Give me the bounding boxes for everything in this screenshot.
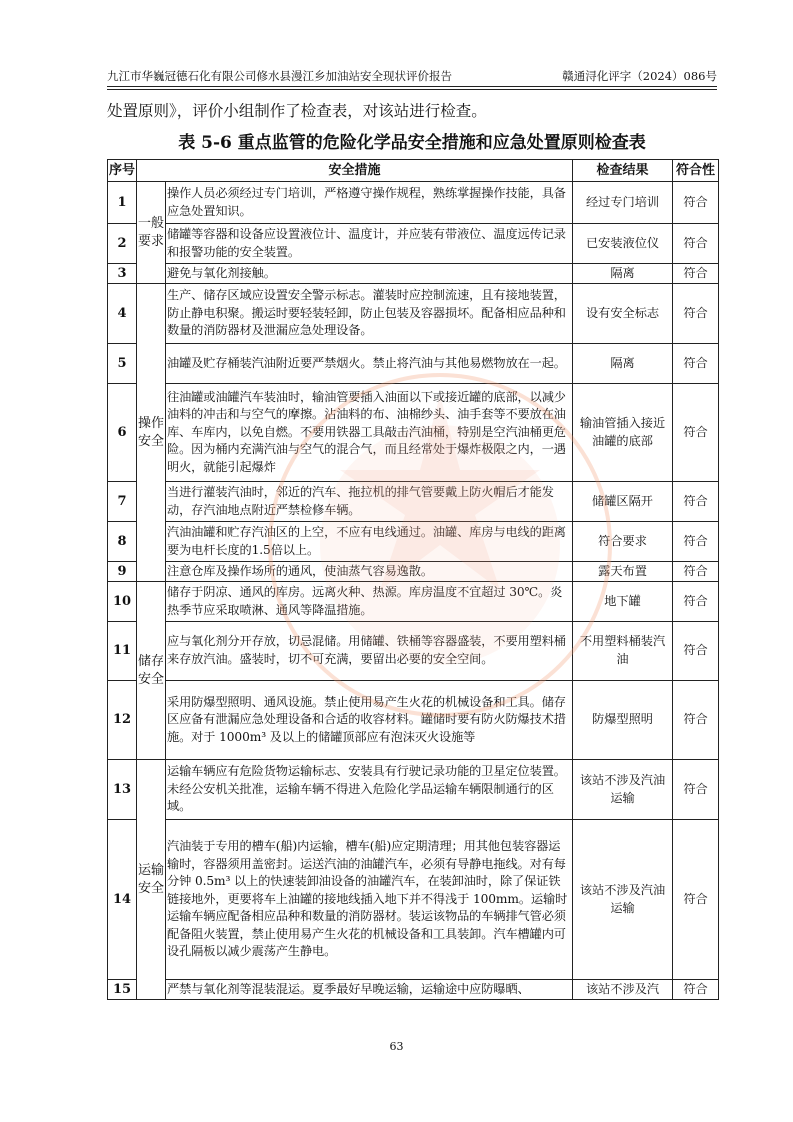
check-result: 该站不涉及汽 <box>573 980 673 1000</box>
measure-text: 运输车辆应有危险货物运输标志、安装具有行驶记录功能的卫星定位装置。未经公安机关批准，运输车辆不得进入危险化学品运输车辆限制通行的区域。 <box>166 760 573 820</box>
check-result: 隔离 <box>573 264 673 284</box>
conformity: 符合 <box>673 482 719 522</box>
table-row <box>108 482 719 522</box>
category-storage: 储存安全 <box>137 582 166 760</box>
header-report-code: 赣通浔化评字（2024）086号 <box>562 69 717 83</box>
row-number: 6 <box>108 384 137 482</box>
check-table <box>107 159 719 1000</box>
header-no: 序号 <box>108 160 137 182</box>
measure-text: 注意仓库及操作场所的通风，使油蒸气容易逸散。 <box>166 562 573 582</box>
table-row <box>108 522 719 562</box>
table-row <box>108 562 719 582</box>
conformity: 符合 <box>673 622 719 681</box>
row-number: 10 <box>108 582 137 622</box>
measure-text: 储存于阴凉、通风的库房。远离火种、热源。库房温度不宜超过 30℃。炎热季节应采取喷淋、通风等降温措施。 <box>166 582 573 622</box>
row-number: 8 <box>108 522 137 562</box>
check-result: 地下罐 <box>573 582 673 622</box>
measure-text: 汽油装于专用的槽车(船)内运输，槽车(船)应定期清理；用其他包装容器运输时，容器须用盖密封。运送汽油的油罐汽车，必须有导静电拖线。对有每分钟 0.5m³ 以上的快速装卸油设备的油罐汽车，在装卸油时，除了保证铁链接地外，更要将车上油罐的接地线插入地下并不得浅于 100mm。运输时运输车辆应配备相应品种和数量的消防器材。装运该物品的车辆排气管必须配备阻火装置，禁止使用易产生火花的机械设备和工具装卸。汽车槽罐内可设孔隔板以减少震荡产生静电。 <box>166 820 573 980</box>
measure-text: 应与氧化剂分开存放，切忌混储。用储罐、铁桶等容器盛装，不要用塑料桶来存放汽油。盛装时，切不可充满，要留出必要的安全空间。 <box>166 622 573 681</box>
check-result: 经过专门培训 <box>573 182 673 224</box>
conformity: 符合 <box>673 681 719 760</box>
table-row <box>108 224 719 264</box>
measure-text: 严禁与氧化剂等混装混运。夏季最好早晚运输，运输途中应防曝晒、 <box>166 980 573 1000</box>
table-row <box>108 384 719 482</box>
row-number: 1 <box>108 182 137 224</box>
conformity: 符合 <box>673 182 719 224</box>
measure-text: 往油罐或油罐汽车装油时，输油管要插入油面以下或接近罐的底部，以减少油料的冲击和与空气的摩擦。沾油料的布、油棉纱头、油手套等不要放在油库、车库内，以免自燃。不要用铁器工具敲击汽油桶，特别是空汽油桶更危险。因为桶内充满汽油与空气的混合气，而且经常处于爆炸极限之内，一遇明火，就能引起爆炸 <box>166 384 573 482</box>
page-header <box>107 66 717 86</box>
measure-text: 油罐及贮存桶装汽油附近要严禁烟火。禁止将汽油与其他易燃物放在一起。 <box>166 344 573 384</box>
table-row <box>108 980 719 1000</box>
check-result: 已安装液位仪 <box>573 224 673 264</box>
row-number: 9 <box>108 562 137 582</box>
measure-text: 生产、储存区域应设置安全警示标志。灌装时应控制流速，且有接地装置，防止静电积聚。搬运时要轻装轻卸，防止包装及容器损坏。配备相应品种和数量的消防器材及泄漏应急处理设备。 <box>166 284 573 344</box>
check-result: 符合要求 <box>573 522 673 562</box>
page-number: 63 <box>389 1040 404 1053</box>
category-transport: 运输安全 <box>137 760 166 1000</box>
check-result: 防爆型照明 <box>573 681 673 760</box>
category-general: 一般要求 <box>137 182 166 284</box>
check-result: 输油管插入接近油罐的底部 <box>573 384 673 482</box>
measure-text: 储罐等容器和设备应设置液位计、温度计，并应装有带液位、温度远传记录和报警功能的安全装置。 <box>166 224 573 264</box>
header-conformity: 符合性 <box>673 160 719 182</box>
check-result: 储罐区隔开 <box>573 482 673 522</box>
row-number: 5 <box>108 344 137 384</box>
measure-text: 采用防爆型照明、通风设施。禁止使用易产生火花的机械设备和工具。储存区应备有泄漏应急处理设备和合适的收容材料。罐储时要有防火防爆技术措施。对于 1000m³ 及以上的储罐顶部应有泡沫灭火设施等 <box>166 681 573 760</box>
table-row <box>108 284 719 344</box>
table-row <box>108 582 719 622</box>
table-row <box>108 182 719 224</box>
conformity: 符合 <box>673 284 719 344</box>
conformity: 符合 <box>673 224 719 264</box>
conformity: 符合 <box>673 522 719 562</box>
check-result: 设有安全标志 <box>573 284 673 344</box>
conformity: 符合 <box>673 760 719 820</box>
check-result: 隔离 <box>573 344 673 384</box>
header-measure: 安全措施 <box>137 160 573 182</box>
row-number: 4 <box>108 284 137 344</box>
conformity: 符合 <box>673 562 719 582</box>
table-row <box>108 622 719 681</box>
row-number: 12 <box>108 681 137 760</box>
row-number: 2 <box>108 224 137 264</box>
table-row <box>108 681 719 760</box>
header-rule-thick <box>107 86 717 87</box>
intro-paragraph: 处置原则》，评价小组制作了检查表，对该站进行检查。 <box>107 102 487 120</box>
conformity: 符合 <box>673 344 719 384</box>
header-report-title: 九江市华巍冠德石化有限公司修水县漫江乡加油站安全现状评价报告 <box>107 69 452 83</box>
measure-text: 操作人员必须经过专门培训，严格遵守操作规程，熟练掌握操作技能，具备应急处置知识。 <box>166 182 573 224</box>
table-row <box>108 344 719 384</box>
row-number: 3 <box>108 264 137 284</box>
category-operation: 操作安全 <box>137 284 166 582</box>
conformity: 符合 <box>673 980 719 1000</box>
header-result: 检查结果 <box>573 160 673 182</box>
table-header-row <box>108 160 719 182</box>
check-result: 不用塑料桶装汽油 <box>573 622 673 681</box>
check-result: 该站不涉及汽油运输 <box>573 820 673 980</box>
table-row <box>108 760 719 820</box>
conformity: 符合 <box>673 264 719 284</box>
table-row <box>108 820 719 980</box>
row-number: 13 <box>108 760 137 820</box>
table-caption: 表 5-6 重点监管的危险化学品安全措施和应急处置原则检查表 <box>178 133 646 153</box>
check-result: 露天布置 <box>573 562 673 582</box>
conformity: 符合 <box>673 820 719 980</box>
table-row <box>108 264 719 284</box>
conformity: 符合 <box>673 384 719 482</box>
header-rule-thin <box>107 89 717 90</box>
measure-text: 当进行灌装汽油时，邻近的汽车、拖拉机的排气管要戴上防火帽后才能发动，存汽油地点附近严禁检修车辆。 <box>166 482 573 522</box>
check-result: 该站不涉及汽油运输 <box>573 760 673 820</box>
conformity: 符合 <box>673 582 719 622</box>
row-number: 15 <box>108 980 137 1000</box>
measure-text: 汽油油罐和贮存汽油区的上空，不应有电线通过。油罐、库房与电线的距离要为电杆长度的1.5倍以上。 <box>166 522 573 562</box>
row-number: 11 <box>108 622 137 681</box>
row-number: 7 <box>108 482 137 522</box>
row-number: 14 <box>108 820 137 980</box>
measure-text: 避免与氧化剂接触。 <box>166 264 573 284</box>
